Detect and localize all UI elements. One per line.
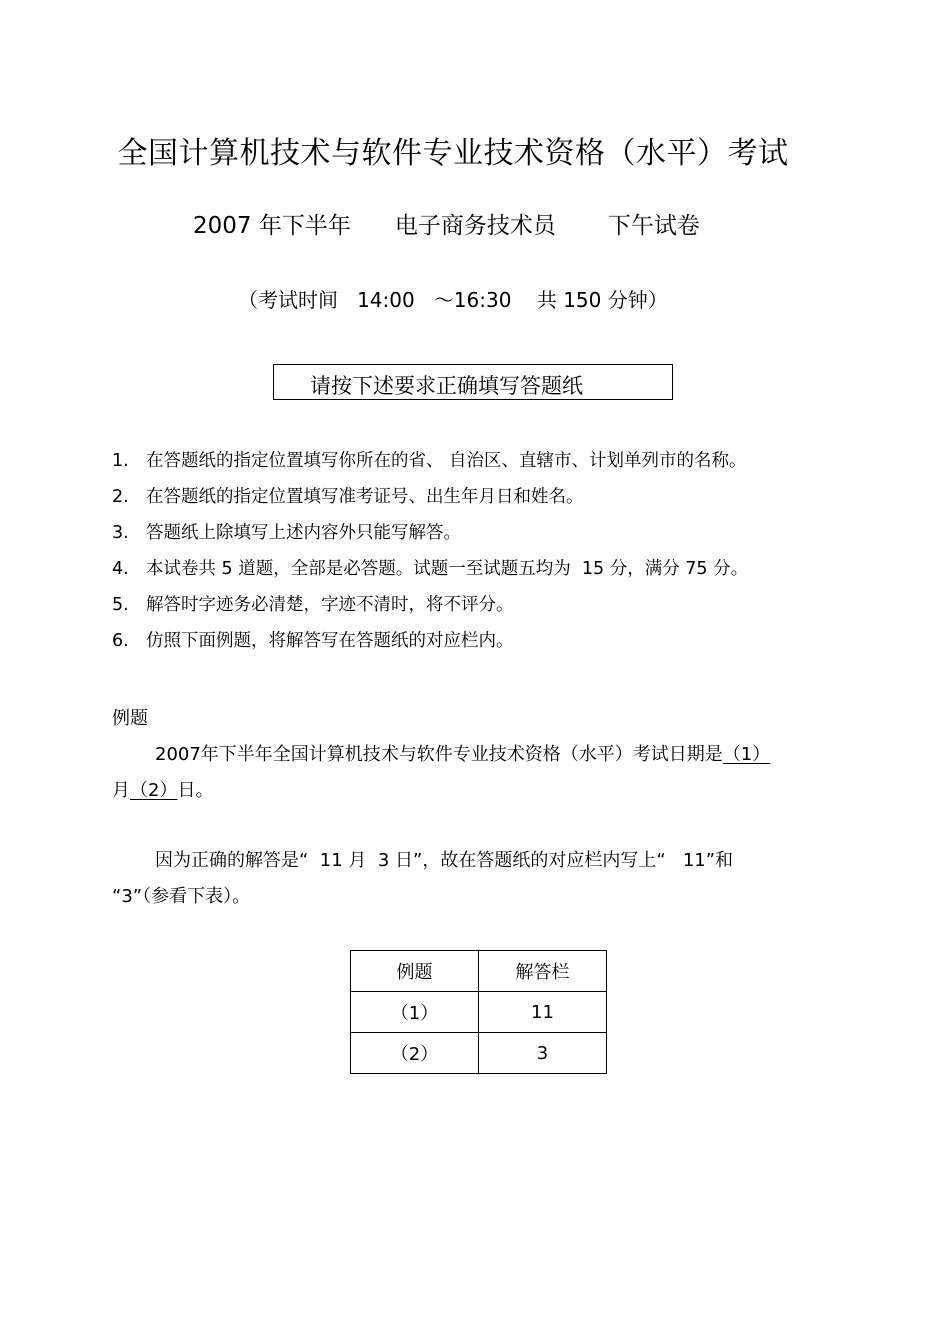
table-cell: （1） <box>351 992 479 1033</box>
exam-title: 全国计算机技术与软件专业技术资格（水平）考试 <box>117 136 789 171</box>
blank-2: （2） <box>130 780 178 801</box>
example-question-line1: 2007年下半年全国计算机技术与软件专业技术资格（水平）考试日期是（1） <box>155 744 771 765</box>
table-cell: 3 <box>479 1033 607 1074</box>
instruction-item: 6. 仿照下面例题，将解答写在答题纸的对应栏内。 <box>112 631 514 651</box>
example-heading: 例题 <box>112 708 148 729</box>
table-header-cell: 解答栏 <box>479 951 607 992</box>
blank-1: （1） <box>722 744 771 765</box>
table-header-cell: 例题 <box>351 951 479 992</box>
instruction-item: 3. 答题纸上除填写上述内容外只能写解答。 <box>112 523 461 543</box>
explanation-line1: 因为正确的解答是“ 11 月 3 日”，故在答题纸的对应栏内写上“ 11”和 <box>155 850 734 871</box>
table-row <box>351 1033 607 1074</box>
instruction-item: 4. 本试卷共 5 道题，全部是必答题。试题一至试题五均为 15 分，满分 75 分。 <box>112 559 749 579</box>
notice-text: 请按下述要求正确填写答题纸 <box>310 374 583 398</box>
example-question-line2: 月（2）日。 <box>112 780 214 801</box>
exam-subtitle <box>193 207 700 240</box>
instruction-item: 2. 在答题纸的指定位置填写准考证号、出生年月日和姓名。 <box>112 487 584 507</box>
paper-session: 下午试卷 <box>607 213 700 239</box>
answer-table <box>350 950 607 1074</box>
exam-time: （考试时间 14:00 ～16:30 共 150 分钟） <box>238 288 668 312</box>
instruction-list <box>112 446 748 662</box>
instruction-item: 1. 在答题纸的指定位置填写你所在的省、 自治区、直辖市、计划单列市的名称。 <box>112 451 747 471</box>
subject-name: 电子商务技术员 <box>394 213 556 239</box>
notice-box <box>273 364 673 400</box>
table-cell: （2） <box>351 1033 479 1074</box>
year-term: 2007 年下半年 <box>193 213 351 239</box>
instruction-item: 5. 解答时字迹务必清楚，字迹不清时，将不评分。 <box>112 595 514 615</box>
explanation-line2: “3”（参看下表）。 <box>112 886 251 907</box>
table-header-row <box>351 951 607 992</box>
table-cell: 11 <box>479 992 607 1033</box>
table-row <box>351 992 607 1033</box>
